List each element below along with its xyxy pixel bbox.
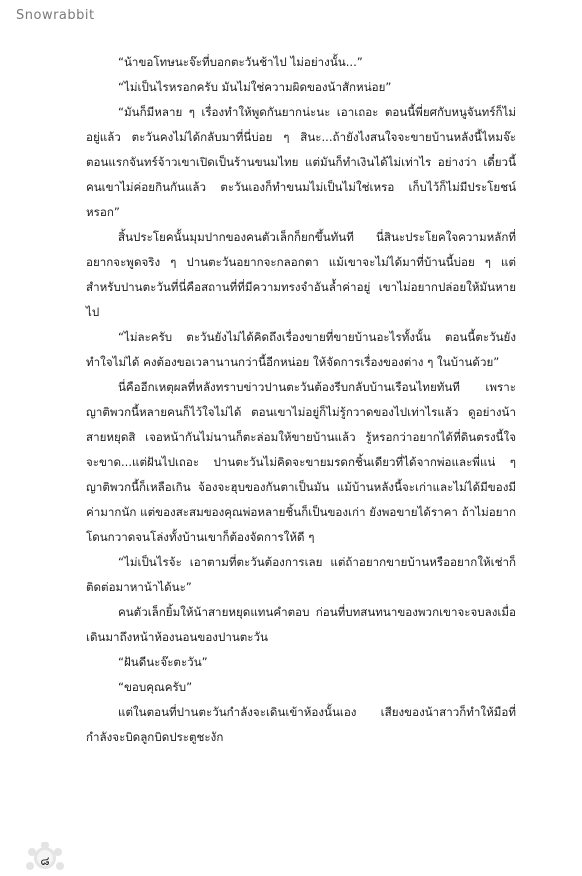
paragraph: สิ้นประโยคนั้นมุมปากของคนตัวเล็กก็ยกขึ้นทันที นี่สินะประโยคใจความหลักที่อยากจะพูดจริง ๆ ปานตะวันอยากจะกลอกตา แม้เขาจะไม่ได้มาที่บ้านนี้บ่อย ๆ แต่สำหรับปานตะวันที่นี่คือสถานที่ที่มีความทรงจำอันล้ำค่าอยู่ เขาไม่อยากปล่อยให้มันหายไป [86, 230, 516, 319]
paragraph: “ไม่เป็นไรจ้ะ เอาตามที่ตะวันต้องการเลย แต่ถ้าอยากขายบ้านหรืออยากให้เช่าก็ติดต่อมาหาน้าได้นะ” [86, 555, 516, 594]
paragraph: “มันก็มีหลาย ๆ เรื่องทำให้พูดกันยากน่ะนะ เอาเถอะ ตอนนี้พี่ยศกับหนูจันทร์ก็ไม่อยู่แล้ว ตะวันคงไม่ได้กลับมาที่นี่บ่อย ๆ สินะ...ถ้ายังไงสนใจจะขายบ้านหลังนี้ไหมจ๊ะ ตอนแรกจันทร์จ้าวเขาเปิดเป็นร้านขนมไทย แต่มันก็ทำเงินได้ไม่เท่าไร อย่างว่า เดี๋ยวนี้คนเขาไม่ค่อยกินกันแล้ว ตะวันเองก็ทำขนมไม่เป็นไม่ใช่เหรอ เก็บไว้ก็ไม่มีประโยชน์หรอก” [86, 105, 516, 219]
page-badge [22, 842, 68, 872]
paragraph: แต่ในตอนที่ปานตะวันกำลังจะเดินเข้าห้องนั้นเอง เสียงของน้าสาวก็ทำให้มือที่กำลังจะบิดลูกบิดประตูชะงัก [86, 705, 516, 744]
paragraph: นี่คืออีกเหตุผลที่หลังทราบข่าวปานตะวันต้องรีบกลับบ้านเรือนไทยทันที เพราะญาติพวกนี้หลายคนก็ไว้ใจไม่ได้ ตอนเขาไม่อยู่ก็ไม่รู้กวาดของไปเท่าไรแล้ว ดูอย่างน้าสายหยุดสิ เจอหน้ากันไม่นานก็ตะล่อมให้ขายบ้านแล้ว รู้หรอกว่าอยากได้ที่ดินตรงนี้ใจจะขาด...แต่ฝันไปเถอะ ปานตะวันไม่คิดจะขายมรดกชิ้นเดียวที่ได้จากพ่อและพี่แน่ ๆ ญาติพวกนี้ก็เหลือเกิน จ้องจะฮุบของกันตาเป็นมัน แม้บ้านหลังนี้จะเก่าและไม่ได้มีของมีค่ามากนัก แต่ของสะสมของคุณพ่อหลายชิ้นก็เป็นของเก่า ยังพอขายได้ราคา ถ้าไม่อยากโดนกวาดจนโล่งทั้งบ้านเขาก็ต้องจัดการให้ดี ๆ [86, 380, 516, 544]
paragraph: “ฝันดีนะจ๊ะตะวัน” [118, 655, 208, 669]
paragraph: “ไม่เป็นไรหรอกครับ มันไม่ใช่ความผิดของน้าสักหน่อย” [118, 80, 392, 94]
paragraph: “ไม่ละครับ ตะวันยังไม่ได้คิดถึงเรื่องขายที่ขายบ้านอะไรทั้งนั้น ตอนนี้ตะวันยังทำใจไม่ได้ คงต้องขอเวลานานกว่านี้อีกหน่อย ให้จัดการเรื่องของต่าง ๆ ในบ้านด้วย” [86, 330, 516, 369]
paragraph: คนตัวเล็กยิ้มให้น้าสายหยุดแทนคำตอบ ก่อนที่บทสนทนาของพวกเขาจะจบลงเมื่อเดินมาถึงหน้าห้องนอนของปานตะวัน [86, 605, 516, 644]
paragraph: “ขอบคุณครับ” [118, 680, 193, 694]
paragraph: “น้าขอโทษนะจ๊ะที่บอกตะวันช้าไป ไม่อย่างนั้น...” [118, 55, 363, 69]
page-number: ๘ [40, 854, 50, 868]
header-brand: Snowrabbit [16, 8, 95, 23]
body-text [86, 50, 516, 750]
